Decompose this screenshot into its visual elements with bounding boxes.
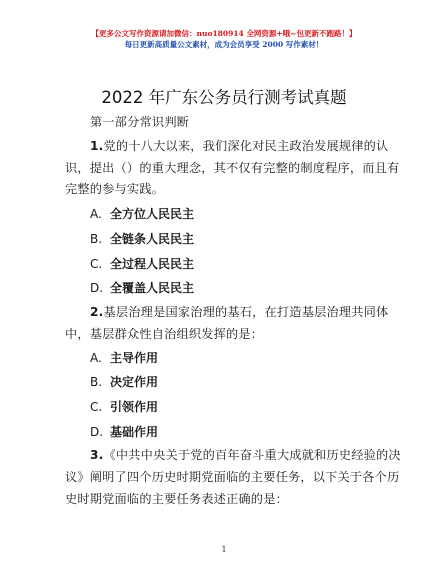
question-2-text-1: 基层治理是国家治理的基石，在打造基层治理共同体 — [103, 305, 389, 319]
question-1-option-b — [90, 230, 194, 247]
option-label: B. — [90, 232, 103, 246]
option-label: D. — [90, 281, 104, 295]
question-2-option-b — [90, 373, 158, 390]
question-1-option-c — [90, 255, 194, 272]
question-2-number: 2. — [90, 305, 104, 319]
question-1-option-d — [90, 279, 194, 296]
question-2-option-c — [90, 398, 158, 415]
question-1-text-1: 党的十八大以来，我们深化对民主政治发展规律的认 — [103, 139, 389, 153]
option-label: B. — [90, 375, 103, 389]
option-label: C. — [90, 257, 103, 271]
question-2-line-2: 中，基层群众性自治组织发挥的是： — [65, 327, 264, 341]
page-number: 1 — [221, 545, 227, 554]
question-3-line-3: 史时期党面临的主要任务表述正确的是： — [65, 492, 288, 506]
question-3-number: 3. — [90, 448, 104, 462]
question-3-line-2: 议》阐明了四个历史时期党面临的主要任务，以下关于各个历 — [65, 470, 400, 484]
question-1-number: 1. — [90, 139, 104, 153]
question-1-line-3: 完整的参与实践。 — [65, 182, 165, 196]
option-label: D. — [90, 425, 104, 439]
option-text: 基础作用 — [110, 425, 159, 439]
question-2-option-d — [90, 423, 158, 440]
question-1-option-a — [90, 205, 194, 222]
question-3-text-1: 《中共中央关于党的百年奋斗重大成就和历史经验的决 — [103, 448, 401, 462]
option-text: 全覆盖人民民主 — [110, 281, 195, 295]
page-title: 2022 年广东公务员行测考试真题 — [101, 88, 347, 107]
question-3-line-1 — [90, 446, 401, 463]
option-label: A. — [90, 351, 102, 365]
question-1-line-2: 识，提出（）的重大理念，其不仅有完整的制度程序，而且有 — [65, 161, 400, 175]
option-label: C. — [90, 400, 103, 414]
promo-banner-line-1: 【更多公文写作资源请加微信：nuo180914 全网资源+哦~包更新不跑路！】 — [91, 29, 357, 38]
promo-banner-line-2: 每日更新高质量公文素材，成为会员享受 2000 写作素材！ — [124, 40, 324, 49]
option-text: 全方位人民民主 — [110, 207, 195, 221]
option-text: 全过程人民民主 — [110, 257, 195, 271]
option-text: 主导作用 — [110, 351, 159, 365]
option-label: A. — [90, 207, 102, 221]
question-1-line-1 — [90, 137, 388, 154]
question-2-option-a — [90, 349, 158, 366]
section-heading: 第一部分常识判断 — [90, 115, 190, 129]
option-text: 引领作用 — [110, 400, 159, 414]
question-2-line-1 — [90, 303, 388, 320]
option-text: 全链条人民民主 — [110, 232, 195, 246]
option-text: 决定作用 — [110, 375, 159, 389]
